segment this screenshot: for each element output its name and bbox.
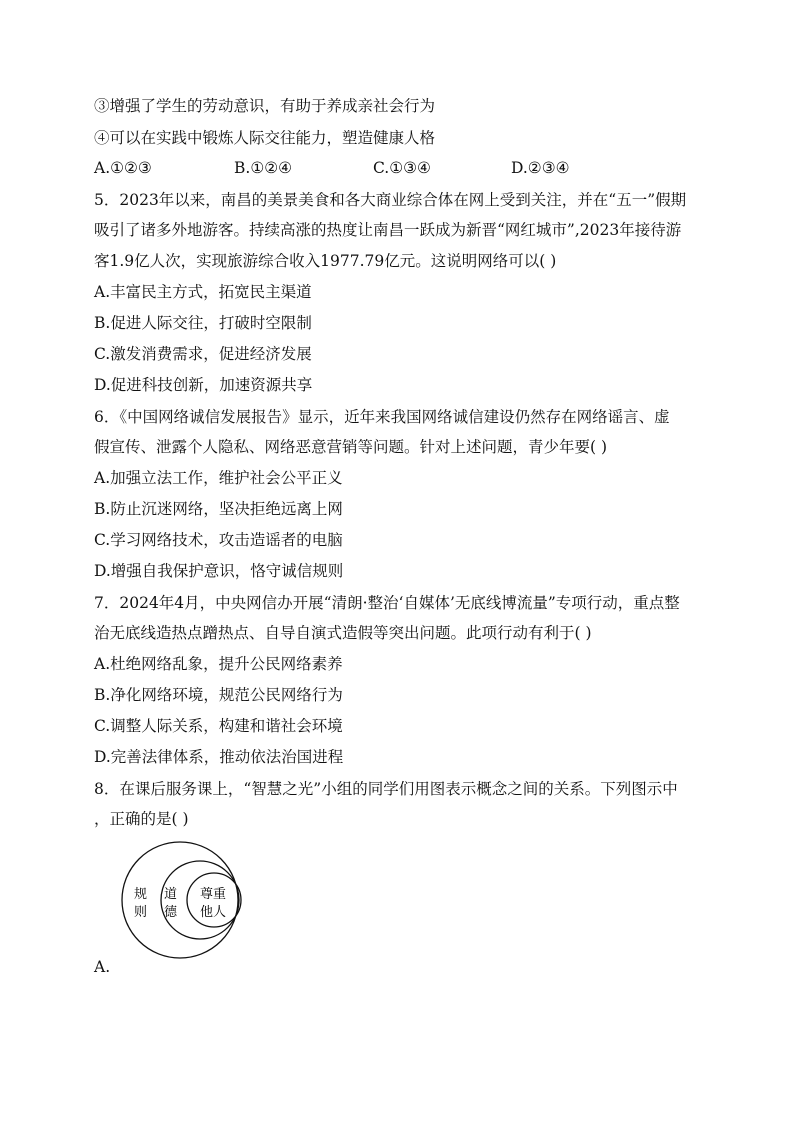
q7-stem-line2: 治无底线造热点蹭热点、自导自演式造假等突出问题。此项行动有利于( ) — [94, 624, 592, 642]
q4-options — [94, 159, 734, 179]
q6-stem-line2: 假宣传、泄露个人隐私、网络恶意营销等问题。针对上述问题，青少年要( ) — [94, 438, 608, 456]
q5-stem-line3: 客1.9亿人次，实现旅游综合收入1977.79亿元。这说明网络可以( ) — [94, 252, 557, 270]
q6-option-d[interactable]: D.增强自我保护意识，恪守诚信规则 — [94, 562, 344, 580]
outer-label-line1: 规 — [134, 887, 148, 902]
q7-option-c[interactable]: C.调整人际关系，构建和谐社会环境 — [94, 717, 343, 735]
q6-stem-line1: 6．《中国网络诚信发展报告》显示，近年来我国网络诚信建设仍然存在网络谣言、虚 — [94, 408, 670, 426]
q5-option-d[interactable]: D.促进科技创新，加速资源共享 — [94, 376, 313, 394]
q5-option-b[interactable]: B.促进人际交往，打破时空限制 — [94, 314, 312, 332]
outer-label-line2: 则 — [134, 905, 148, 920]
q4-option-b[interactable]: B.①②④ — [234, 159, 293, 177]
q7-option-b[interactable]: B.净化网络环境，规范公民网络行为 — [94, 686, 343, 704]
middle-label-line2: 德 — [164, 905, 178, 920]
q4-option-d[interactable]: D.②③④ — [511, 159, 570, 177]
middle-label-line1: 道 — [164, 887, 178, 902]
q7-option-a[interactable]: A.杜绝网络乱象，提升公民网络素养 — [94, 655, 343, 673]
concept-diagram-a — [112, 840, 248, 960]
q7-stem-line1: 7．2024年4月，中央网信办开展“清朗·整治‘自媒体’无底线博流量”专项行动，重点整 — [94, 594, 680, 612]
q5-option-c[interactable]: C.激发消费需求，促进经济发展 — [94, 345, 312, 363]
q6-option-c[interactable]: C.学习网络技术，攻击造谣者的电脑 — [94, 531, 343, 549]
q4-option-a[interactable]: A.①②③ — [94, 159, 152, 177]
q8-stem-line2: ，正确的是( ) — [94, 810, 189, 828]
inner-label-line1: 尊重 — [200, 887, 227, 902]
q5-option-a[interactable]: A.丰富民主方式，拓宽民主渠道 — [94, 283, 312, 301]
q4-statement-3: ③增强了学生的劳动意识，有助于养成亲社会行为 — [94, 97, 436, 115]
q4-statement-4: ④可以在实践中锻炼人际交往能力，塑造健康人格 — [94, 129, 436, 147]
q4-option-c[interactable]: C.①③④ — [373, 159, 431, 177]
q5-stem-line2: 吸引了诸多外地游客。持续高涨的热度让南昌一跃成为新晋“网红城市”,2023年接待游 — [94, 221, 682, 239]
q8-stem-line1: 8．在课后服务课上，“智慧之光”小组的同学们用图表示概念之间的关系。下列图示中 — [94, 780, 678, 798]
q6-option-a[interactable]: A.加强立法工作，维护社会公平正义 — [94, 469, 343, 487]
q7-option-d[interactable]: D.完善法律体系，推动依法治国进程 — [94, 748, 344, 766]
q8-option-a-label[interactable]: A. — [94, 958, 111, 976]
q5-stem-line1: 5．2023年以来，南昌的美景美食和各大商业综合体在网上受到关注，并在“五一”假期 — [94, 191, 687, 209]
q6-option-b[interactable]: B.防止沉迷网络，坚决拒绝远离上网 — [94, 500, 343, 518]
inner-label-line2: 他人 — [200, 905, 227, 920]
nested-circles-figure — [112, 840, 248, 960]
